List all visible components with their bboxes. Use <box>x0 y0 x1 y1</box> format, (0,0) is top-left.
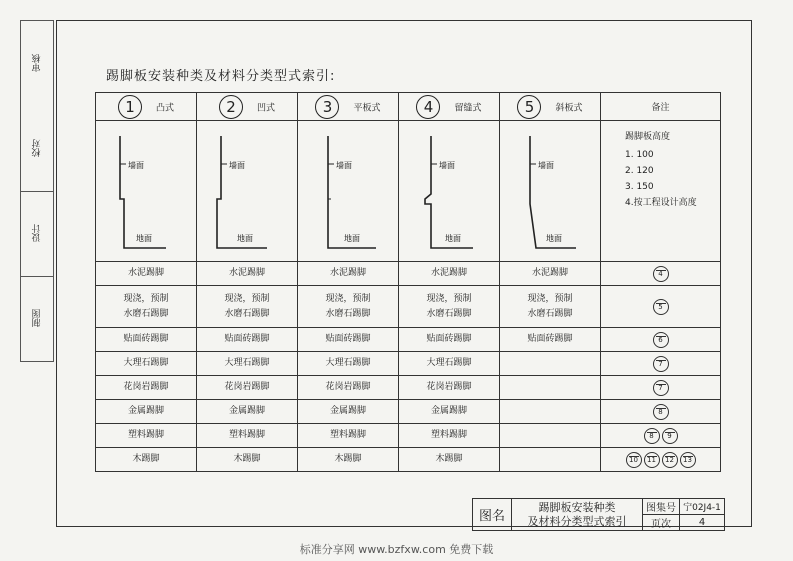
reference-cell <box>601 424 721 448</box>
floor-label: 地面 <box>344 233 360 243</box>
table-row <box>96 376 721 400</box>
strip-check: 校对 <box>21 106 53 192</box>
material-cell: 现浇，预制 水磨石踢脚 <box>399 286 500 328</box>
material-cell: 现浇，预制 水磨石踢脚 <box>197 286 298 328</box>
atlas-number: 宁02J4-1 <box>680 499 725 515</box>
table-row <box>96 448 721 472</box>
floor-label: 地面 <box>237 233 253 243</box>
strip-design: 设计 <box>21 191 53 277</box>
material-cell: 贴面砖踢脚 <box>298 328 399 352</box>
diagram-row <box>96 121 721 262</box>
material-rows <box>96 262 721 472</box>
material-cell: 金属踢脚 <box>298 400 399 424</box>
diagram-flush <box>298 121 399 262</box>
material-cell: 塑料踢脚 <box>96 424 197 448</box>
floor-label: 地面 <box>136 233 152 243</box>
material-cell: 现浇，预制 水磨石踢脚 <box>500 286 601 328</box>
strip-review: 审核 <box>32 54 43 73</box>
header-row <box>96 93 721 121</box>
reference-symbol: 11 <box>644 452 660 468</box>
material-cell: 木踢脚 <box>399 448 500 472</box>
diagram-recessed <box>197 121 298 262</box>
col-header-3: 3 平板式 <box>298 93 399 121</box>
notes-header: 备注 <box>601 93 721 121</box>
material-cell: 现浇，预制 水磨石踢脚 <box>298 286 399 328</box>
reference-symbol: 5 <box>653 299 669 315</box>
col-header-2: 2 凹式 <box>197 93 298 121</box>
title-block <box>472 498 725 531</box>
reference-cell <box>601 448 721 472</box>
notes-cell <box>601 121 721 262</box>
material-cell: 水泥踢脚 <box>197 262 298 286</box>
material-cell: 大理石踢脚 <box>197 352 298 376</box>
wall-label: 墙面 <box>439 160 455 170</box>
diagram-raised <box>96 121 197 262</box>
material-cell: 贴面砖踢脚 <box>500 328 601 352</box>
floor-label: 地面 <box>445 233 461 243</box>
notes-item: 3. 150 <box>625 182 654 192</box>
reference-symbol: 10 <box>626 452 642 468</box>
diagram-recessed-svg <box>197 124 297 256</box>
index-table <box>95 92 721 472</box>
table-row <box>96 424 721 448</box>
reference-cell <box>601 286 721 328</box>
table-row <box>96 262 721 286</box>
reference-symbol: 9 <box>662 428 678 444</box>
material-cell: 塑料踢脚 <box>197 424 298 448</box>
strip-drawing: 制图 <box>21 276 53 362</box>
reference-symbol: 12 <box>662 452 678 468</box>
material-cell: 贴面砖踢脚 <box>399 328 500 352</box>
material-cell: 金属踢脚 <box>96 400 197 424</box>
material-cell: 花岗岩踢脚 <box>399 376 500 400</box>
material-cell <box>500 376 601 400</box>
material-cell: 花岗岩踢脚 <box>96 376 197 400</box>
material-cell: 花岗岩踢脚 <box>197 376 298 400</box>
diagram-groove <box>399 121 500 262</box>
material-cell <box>500 352 601 376</box>
title-block-name-label: 图名 <box>473 499 512 531</box>
reference-cell <box>601 328 721 352</box>
material-cell: 金属踢脚 <box>197 400 298 424</box>
wall-label: 墙面 <box>336 160 352 170</box>
material-cell: 大理石踢脚 <box>399 352 500 376</box>
diagram-sloped-svg <box>500 124 600 256</box>
material-cell: 水泥踢脚 <box>96 262 197 286</box>
material-cell: 木踢脚 <box>197 448 298 472</box>
material-cell: 贴面砖踢脚 <box>197 328 298 352</box>
notes-item: 2. 120 <box>625 166 654 176</box>
page-number: 4 <box>680 515 725 531</box>
col-header-1: 1 凸式 <box>96 93 197 121</box>
table-row <box>96 352 721 376</box>
footer-watermark: 标准分享网 www.bzfxw.com 免费下载 <box>299 543 494 556</box>
floor-label: 地面 <box>546 233 562 243</box>
reference-symbol: 13 <box>680 452 696 468</box>
table-row <box>96 400 721 424</box>
reference-symbol: 6 <box>653 332 669 348</box>
material-cell: 大理石踢脚 <box>298 352 399 376</box>
diagram-raised-svg <box>96 124 196 256</box>
reference-symbol: 4 <box>653 266 669 282</box>
wall-label: 墙面 <box>128 160 144 170</box>
material-cell: 大理石踢脚 <box>96 352 197 376</box>
material-cell: 贴面砖踢脚 <box>96 328 197 352</box>
material-cell: 塑料踢脚 <box>399 424 500 448</box>
material-cell: 木踢脚 <box>298 448 399 472</box>
diagram-flush-svg <box>298 124 398 256</box>
wall-label: 墙面 <box>229 160 245 170</box>
notes-item: 4.按工程设计高度 <box>625 198 697 208</box>
diagram-sloped <box>500 121 601 262</box>
reference-symbol: 7 <box>653 356 669 372</box>
reference-cell <box>601 400 721 424</box>
reference-symbol: 8 <box>653 404 669 420</box>
page-title: 踢脚板安装种类及材料分类型式索引: <box>106 69 336 84</box>
wall-label: 墙面 <box>538 160 554 170</box>
reference-symbol: 8 <box>644 428 660 444</box>
reference-cell <box>601 376 721 400</box>
page-label: 页次 <box>643 515 680 531</box>
col-header-4: 4 留缝式 <box>399 93 500 121</box>
title-block-name: 踢脚板安装种类 及材料分类型式索引 <box>512 499 643 531</box>
material-cell: 现浇，预制 水磨石踢脚 <box>96 286 197 328</box>
col-header-5: 5 斜板式 <box>500 93 601 121</box>
material-cell: 水泥踢脚 <box>399 262 500 286</box>
signature-strip <box>20 20 54 362</box>
notes-item: 1. 100 <box>625 150 654 160</box>
material-cell: 金属踢脚 <box>399 400 500 424</box>
table-row <box>96 286 721 328</box>
notes-heading: 踢脚板高度 <box>625 132 671 142</box>
reference-cell <box>601 262 721 286</box>
reference-symbol: 7 <box>653 380 669 396</box>
diagram-groove-svg <box>399 124 499 256</box>
atlas-label: 图集号 <box>643 499 680 515</box>
material-cell: 花岗岩踢脚 <box>298 376 399 400</box>
reference-cell <box>601 352 721 376</box>
material-cell: 木踢脚 <box>96 448 197 472</box>
material-cell <box>500 400 601 424</box>
material-cell <box>500 424 601 448</box>
material-cell: 水泥踢脚 <box>298 262 399 286</box>
material-cell: 塑料踢脚 <box>298 424 399 448</box>
material-cell: 水泥踢脚 <box>500 262 601 286</box>
table-row <box>96 328 721 352</box>
material-cell <box>500 448 601 472</box>
